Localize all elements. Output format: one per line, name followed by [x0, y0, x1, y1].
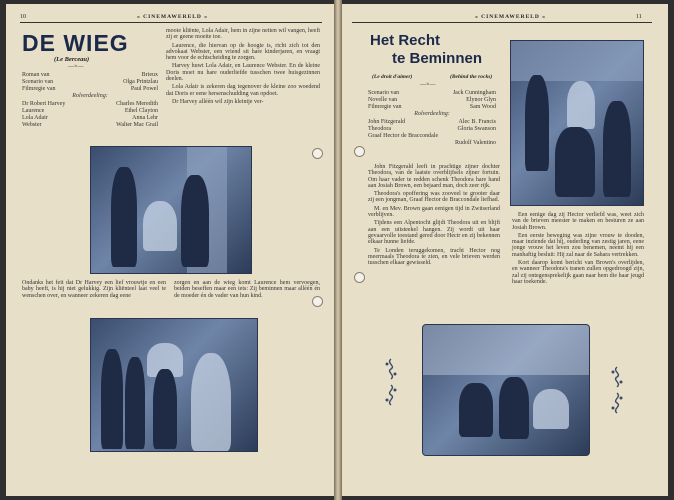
paragraph: Een eerste beweging was zijne vrouw te dooden, maar inziende dat hij, ouderling van zestig jaren, eene jonge vrouw het leven zou benemen, neemt hij een manhaftig besluit: Hij zal naar de Sahara vertrekken.: [512, 232, 644, 258]
ornament-dash: —×—: [68, 64, 84, 70]
ornament-right-icon: [610, 392, 624, 414]
credit-value: Elynor Glyn: [466, 96, 496, 103]
role-actor: Charles Meredith: [116, 101, 158, 108]
binding-gutter: [334, 0, 342, 500]
paragraph: M. en Mev. Brown gaan eenigen tijd in Zwitserland verblijven.: [368, 205, 500, 219]
roles-heading: Rolverdeeling:: [414, 111, 450, 118]
credit-row: [22, 79, 158, 86]
film-still-photo: [422, 324, 590, 456]
role-character: Dr Robert Harvey: [22, 101, 66, 108]
role-character: Laurence: [22, 107, 45, 114]
role-row: [368, 126, 496, 133]
role-actor: Alec B. Francis: [458, 119, 496, 126]
binding-hole: [354, 272, 365, 283]
paragraph: John Fitzgerald leeft in prachtige zijner dochter Theodora, van de laatste overblijfsels zijner fortuin. Om haar vader te redden schenk Theodora hare hand aan Josiah Brown, een bejaard man, doch zeer rijk.: [368, 164, 500, 189]
article-column-right: [512, 212, 644, 287]
role-actor: Gloria Swanson: [457, 125, 496, 132]
article-column-left: [368, 164, 500, 268]
role-row: [22, 122, 158, 129]
paragraph: zorgen en aan de wieg komt Laurence hem vervoegen, beiden beseffen maar een iets: Zij beminnen maar alléén én de moeder én de vader van hun kind.: [174, 280, 320, 299]
photo-background: [423, 325, 589, 375]
photo-figure: [153, 369, 177, 449]
role-actor: Anna Lehr: [132, 114, 158, 121]
photo-figure: [101, 349, 123, 449]
credits-block: [22, 72, 158, 128]
paragraph: Harvey huwt Lola Adair, en Laurence Webster. En de kleine Doris moet nu hare ouderliefde tusschen twee huisgezinnen deelen.: [166, 63, 320, 83]
paragraph: Dr Harvey alléén wil zijn kleintje ver-: [172, 98, 264, 105]
header-rule: [352, 22, 652, 23]
article-subtitle-alt: (Behind the rocks): [450, 74, 493, 80]
paragraph: Kort daarop komt bericht van Brown's overlijden, en wanneer Theodora's tranen zullen opgedroogd zijn, zal zij ontegensprekelijk gaan naar hem die haar jeugd haar toekende.: [512, 260, 644, 285]
paragraph: Tijdens een Alpentocht glijdt Theodora uit en blijft aan een uitsteekel hangen. Zij wordt uit haar gevaarvolle toestand gered door Hectr en zij bekennen elkaar hunne liefde.: [368, 220, 500, 246]
credit-row: [368, 90, 496, 97]
magazine-title: CINEMAWERELD: [481, 14, 540, 20]
photo-figure: [603, 101, 631, 197]
roles-heading: Rolverdeeling:: [72, 93, 108, 100]
role-row: [22, 115, 158, 122]
page-number: 11: [636, 14, 642, 20]
film-still-photo: [90, 318, 258, 452]
credit-label: Scenario van: [368, 90, 400, 96]
paragraph: Theodora's opoffering was zooveel te grooter daar zij een jongman, Graaf Hector de Braccondale liefhad.: [368, 191, 500, 204]
paragraph: Lola Adair is zekeren dag tegenover de kleine zoo woedend dat Doris er eene hersenschudding van opdoet.: [166, 84, 320, 97]
credit-row: [22, 72, 158, 79]
article-title-line2: te Beminnen: [392, 50, 483, 67]
ornament-dash: —×—: [420, 82, 436, 88]
credit-row: [368, 97, 496, 104]
article-column-top: [166, 28, 320, 107]
credits-block: [368, 90, 496, 146]
right-page: [342, 4, 668, 496]
photo-figure: [555, 127, 595, 197]
film-still-photo: [510, 40, 644, 206]
binding-hole: [354, 146, 365, 157]
credit-label: Novelle van: [368, 96, 398, 103]
ornament-right-icon: [610, 366, 624, 388]
photo-figure: [111, 167, 137, 267]
binding-hole: [312, 148, 323, 159]
paragraph: Laurence, die hiervan op de hoogte is, richt zich tot den advokaat Webster, een vriend sit hare kinderjaren, en vraagt hem voor de echtscheiding te zorgen.: [166, 42, 320, 62]
credit-label: Filmregie van: [368, 103, 402, 110]
article-title: Het Recht: [370, 32, 441, 49]
role-actor: Rudolf Valentino: [454, 139, 496, 146]
credit-value: Olga Printzlau: [123, 78, 158, 85]
credit-label: Roman van: [22, 72, 50, 78]
paragraph: mooie kliënte, Lola Adair, hem in zijne netten wil vangen, heeft zij er geene moeite toe.: [166, 28, 320, 41]
credit-value: Jack Cunningham: [452, 90, 496, 96]
ornament-left-icon: [384, 358, 398, 380]
article-title: DE WIEG: [22, 30, 129, 56]
role-character: Lola Adair: [22, 114, 48, 121]
role-row: [22, 101, 158, 108]
credit-value: Brieux: [141, 72, 158, 78]
credit-row: [22, 86, 158, 93]
binding-hole: [312, 296, 323, 307]
photo-figure: [181, 175, 209, 267]
photo-figure: [191, 353, 231, 451]
role-row: [22, 108, 158, 115]
photo-figure: [143, 201, 177, 251]
article-column-mid-left: [22, 280, 166, 301]
ornament-left-icon: [384, 384, 398, 406]
page-number: 10: [20, 14, 26, 20]
photo-figure: [499, 377, 529, 439]
credit-value: Paul Powel: [130, 85, 158, 92]
paragraph: Te Londen teruggekomen, tracht Hector nog meermaals Theodora te zien, en vele brieven werden tusschen elkaar gewisseld.: [368, 247, 500, 267]
magazine-name: « CINEMAWERELD »: [134, 14, 211, 20]
photo-figure: [533, 389, 569, 429]
role-character: Theodora: [368, 125, 391, 132]
paragraph: Een eenige dag zij Hector verliefd was, weet zich van de brieven meester te maken en besturen ze aan Josiah Brown.: [512, 212, 644, 231]
photo-background: [511, 41, 643, 81]
role-actor: Ethel Clayton: [124, 107, 158, 114]
article-column-mid-right: [174, 280, 320, 301]
role-actor: Walter Mac Grail: [116, 121, 158, 128]
role-row: [368, 119, 496, 126]
credit-label: Filmregie van: [22, 85, 56, 92]
photo-figure: [567, 81, 595, 129]
photo-figure: [125, 357, 145, 449]
paragraph: Ondanks het feit dat Dr Harvey een lief vrouwtje en een baby heeft, is hij niet gelukkig. Zijn kliënteel laat veel te wenschen over, en wanneer zekeren dag eene: [22, 280, 166, 299]
magazine-name: « CINEMAWERELD »: [472, 14, 549, 20]
article-subtitle: (Le droit d'aimer): [372, 74, 413, 80]
photo-figure: [525, 75, 549, 171]
magazine-title: CINEMAWERELD: [143, 14, 202, 20]
role-character: John Fitzgerald: [368, 119, 406, 126]
article-subtitle: (Le Berceau): [54, 56, 90, 63]
role-character: Graaf Hector de Braccondale: [368, 132, 439, 139]
credit-value: Sam Wood: [469, 103, 496, 110]
photo-figure: [459, 383, 493, 437]
credit-label: Scenario van: [22, 78, 54, 85]
role-row: [368, 133, 496, 140]
film-still-photo: [90, 146, 252, 274]
role-character: Webster: [22, 121, 42, 128]
credit-row: [368, 104, 496, 111]
role-row: [368, 140, 496, 147]
header-rule: [20, 22, 322, 23]
left-page: [6, 4, 334, 496]
